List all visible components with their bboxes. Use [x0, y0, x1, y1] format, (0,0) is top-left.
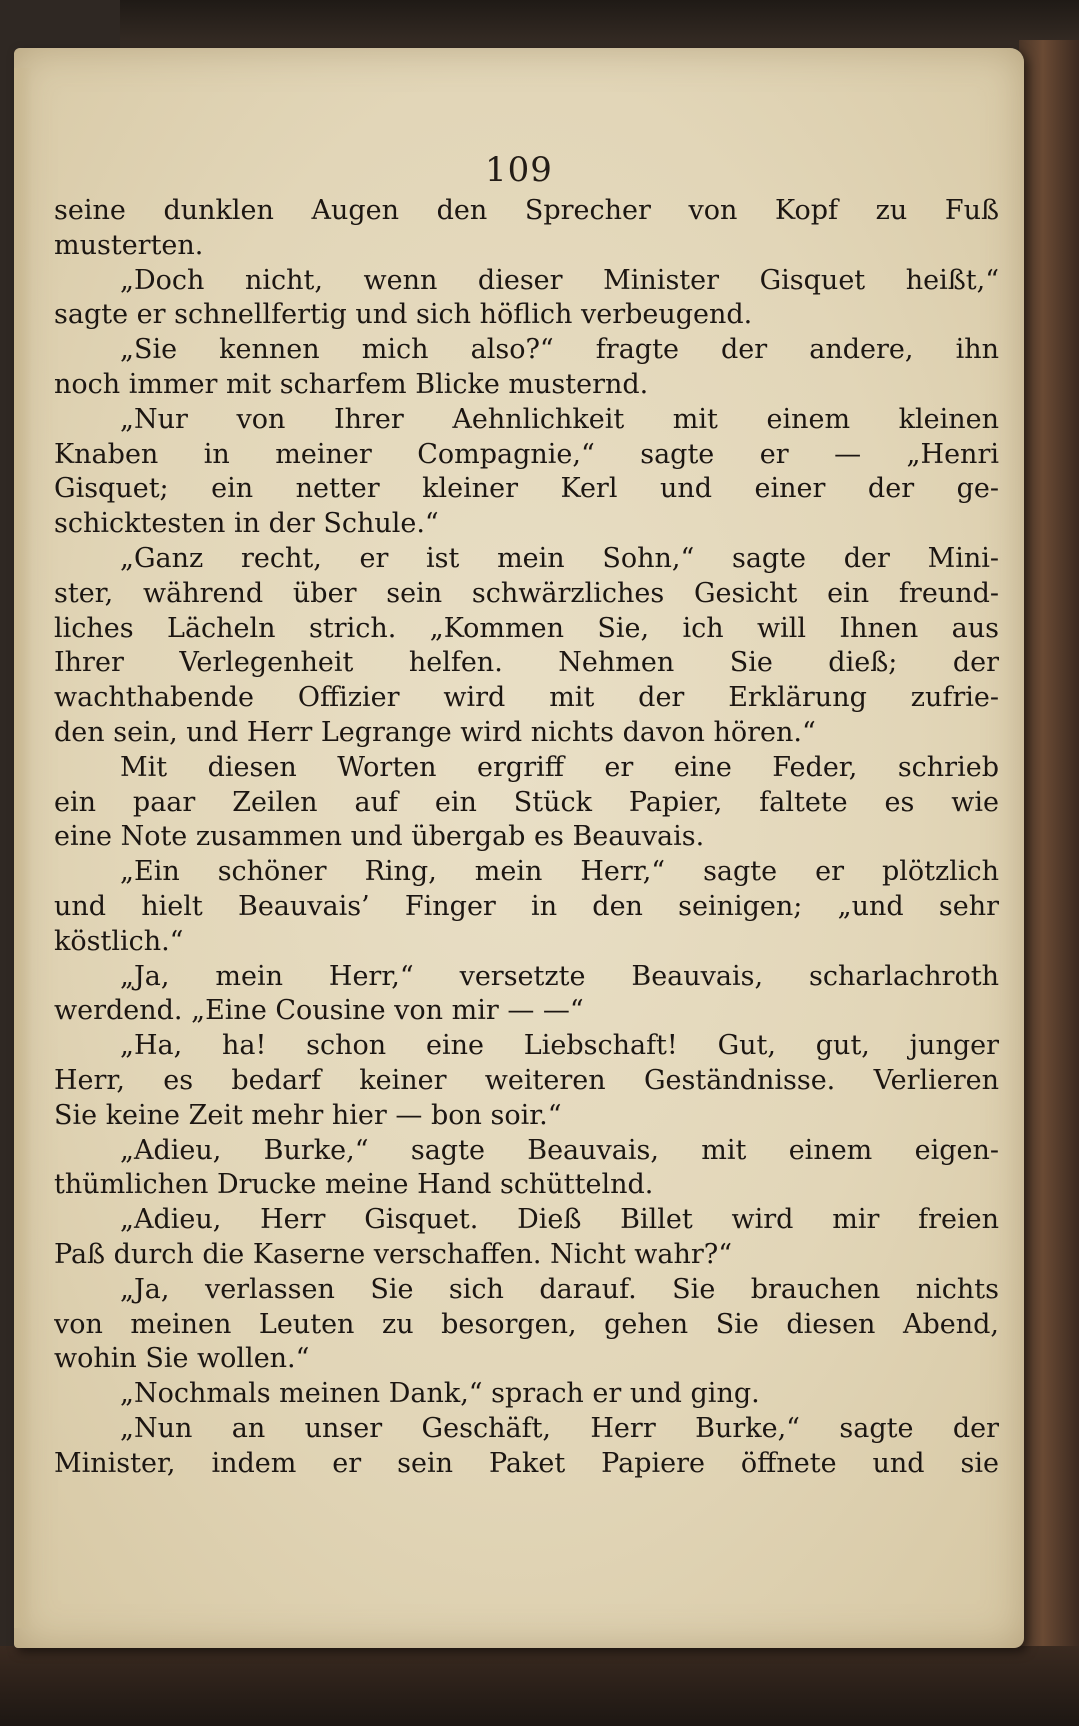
text-line: liches Lächeln strich. „Kommen Sie, ich will Ihnen aus [54, 612, 999, 644]
text-line: noch immer mit scharfem Blicke musternd. [54, 368, 649, 400]
book-page [14, 48, 1024, 1648]
book-cover-bottom [0, 1646, 1079, 1726]
text-line: eine Note zusammen und übergab es Beauvais. [54, 821, 705, 853]
text-line: „Ja, mein Herr,“ versetzte Beauvais, scharlachroth [120, 960, 999, 992]
text-line: Ihrer Verlegenheit helfen. Nehmen Sie dieß; der [54, 647, 999, 679]
book-cover-right [1019, 40, 1079, 1726]
text-line: köstlich.“ [54, 925, 184, 957]
text-line: ein paar Zeilen auf ein Stück Papier, faltete es wie [54, 786, 999, 818]
text-line: ster, während über sein schwärzliches Gesicht ein freund- [54, 577, 999, 609]
text-line: „Doch nicht, wenn dieser Minister Gisquet heißt,“ [120, 264, 999, 296]
text-line: Minister, indem er sein Paket Papiere öffnete und sie [54, 1447, 999, 1479]
text-line: „Nun an unser Geschäft, Herr Burke,“ sagte der [120, 1412, 999, 1444]
text-line: Gisquet; ein netter kleiner Kerl und einer der ge- [54, 473, 999, 505]
text-line: „Ha, ha! schon eine Liebschaft! Gut, gut, junger [120, 1030, 999, 1062]
page-edge [14, 68, 32, 1628]
text-line: Mit diesen Worten ergriff er eine Feder, schrieb [120, 751, 999, 783]
text-line: „Sie kennen mich also?“ fragte der andere, ihn [120, 334, 999, 366]
text-line: den sein, und Herr Legrange wird nichts davon hören.“ [54, 716, 816, 748]
text-line: Sie keine Zeit mehr hier — bon soir.“ [54, 1099, 562, 1131]
text-line: „Nur von Ihrer Aehnlichkeit mit einem kleinen [120, 403, 999, 435]
text-line: „Ganz recht, er ist mein Sohn,“ sagte der Mini- [120, 542, 999, 574]
text-line: Knaben in meiner Compagnie,“ sagte er — „Henri [54, 438, 999, 470]
text-line: wohin Sie wollen.“ [54, 1343, 310, 1375]
text-line: „Ein schöner Ring, mein Herr,“ sagte er plötzlich [120, 856, 999, 888]
text-line: musterten. [54, 229, 204, 261]
text-line: „Nochmals meinen Dank,“ sprach er und ging. [120, 1378, 760, 1410]
text-line: wachthabende Offizier wird mit der Erklärung zufrie- [54, 682, 999, 714]
text-line: Herr, es bedarf keiner weiteren Geständnisse. Verlieren [54, 1064, 999, 1096]
text-line: seine dunklen Augen den Sprecher von Kopf zu Fuß [54, 195, 999, 226]
text-line: von meinen Leuten zu besorgen, gehen Sie diesen Abend, [54, 1308, 999, 1340]
text-line: sagte er schnellfertig und sich höflich verbeugend. [54, 299, 753, 331]
text-line: und hielt Beauvais’ Finger in den seinigen; „und sehr [54, 890, 999, 922]
body-text [54, 194, 999, 1481]
text-line: schicktesten in der Schule.“ [54, 508, 439, 540]
text-line: werdend. „Eine Cousine von mir — —“ [54, 995, 584, 1027]
text-line: „Adieu, Herr Gisquet. Dieß Billet wird mir freien [120, 1204, 999, 1236]
text-line: thümlichen Drucke meine Hand schüttelnd. [54, 1169, 654, 1201]
text-line: „Adieu, Burke,“ sagte Beauvais, mit einem eigen- [120, 1134, 999, 1166]
text-line: Paß durch die Kaserne verschaffen. Nicht wahr?“ [54, 1238, 733, 1270]
text-line: „Ja, verlassen Sie sich darauf. Sie brauchen nichts [120, 1273, 999, 1305]
page-number: 109 [485, 150, 553, 190]
